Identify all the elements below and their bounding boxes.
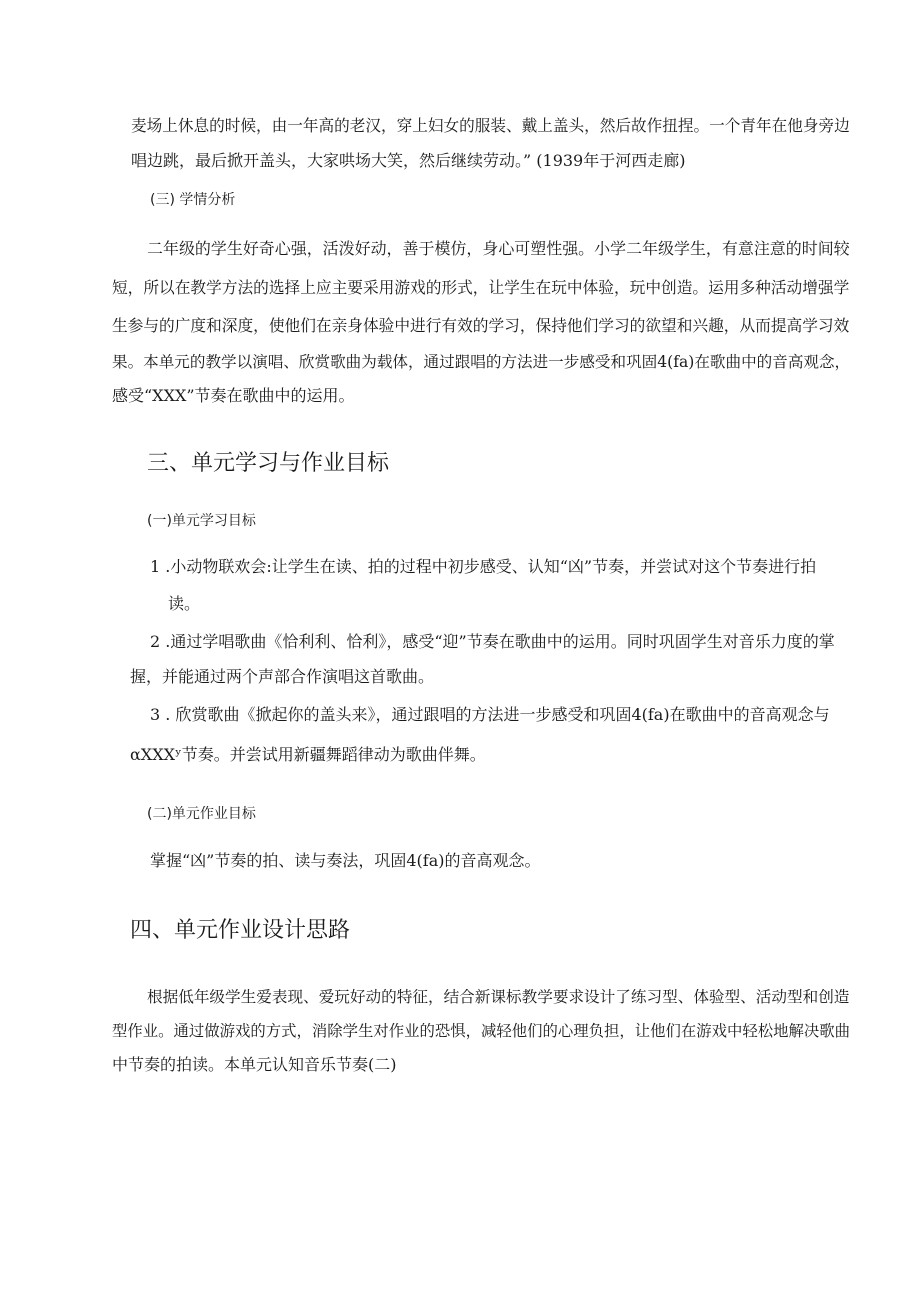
goal-item-2-cont: 握，并能通过两个声部合作演唱这首歌曲。 bbox=[130, 667, 435, 686]
analysis-line-1: 二年级的学生好奇心强，活泼好动，善于模仿，身心可塑性强。小学二年级学生，有意注意的时间较 bbox=[147, 239, 850, 258]
section4-heading: 四、单元作业设计思路 bbox=[130, 918, 351, 943]
learning-goals-subheading: (一)单元学习目标 bbox=[147, 513, 256, 529]
intro-line-1: 麦场上休息的时候，由一年高的老汉，穿上妇女的服装、戴上盖头，然后故作扭捏。一个青年在他身旁边 bbox=[131, 116, 850, 135]
learning-analysis-heading: (三) 学情分析 bbox=[150, 192, 236, 208]
design-line-1: 根据低年级学生爱表现、爱玩好动的特征，结合新课标教学要求设计了练习型、体验型、活动型和创造 bbox=[147, 988, 850, 1006]
analysis-line-3: 生参与的广度和深度，使他们在亲身体验中进行有效的学习，保持他们学习的欲望和兴趣，从而提高学习效 bbox=[112, 316, 850, 335]
homework-goals-subheading: (二)单元作业目标 bbox=[147, 806, 256, 822]
goal-item-1: 1 .小动物联欢会:让学生在读、拍的过程中初步感受、认知“凶”节奏，并尝试对这个节奏进行拍 bbox=[150, 557, 817, 576]
goal-item-1-cont: 读。 bbox=[168, 594, 201, 613]
section3-heading: 三、单元学习与作业目标 bbox=[147, 451, 390, 476]
goal-item-3-cont: αXXXʸ节奏。并尝试用新疆舞蹈律动为歌曲伴舞。 bbox=[130, 745, 486, 764]
homework-goal-text: 掌握“凶”节奏的拍、读与奏法，巩固4(fa)的音高观念。 bbox=[150, 851, 541, 870]
design-line-2: 型作业。通过做游戏的方式，消除学生对作业的恐惧，减轻他们的心理负担，让他们在游戏中轻松地解决歌曲 bbox=[112, 1022, 850, 1040]
design-line-3: 中节奏的拍读。本单元认知音乐节奏(二) bbox=[112, 1055, 397, 1074]
analysis-line-4: 果。本单元的教学以演唱、欣赏歌曲为载体，通过跟唱的方法进一步感受和巩固4(fa)在歌曲中的音高观念， bbox=[112, 353, 851, 371]
intro-line-2: 唱边跳，最后掀开盖头，大家哄场大笑，然后继续劳动。” (1939年于河西走廊) bbox=[131, 151, 686, 170]
goal-item-2: 2 .通过学唱歌曲《恰利利、恰利》，感受“迎”节奏在歌曲中的运用。同时巩固学生对音乐力度的掌 bbox=[150, 632, 835, 651]
analysis-line-2: 短，所以在教学方法的选择上应主要采用游戏的形式，让学生在玩中体验，玩中创造。运用多种活动增强学 bbox=[112, 278, 850, 297]
goal-item-3: 3 . 欣赏歌曲《掀起你的盖头来》，通过跟唱的方法进一步感受和巩固4(fa)在歌曲中的音高观念与 bbox=[150, 705, 830, 724]
analysis-line-5: 感受“XXX”节奏在歌曲中的运用。 bbox=[112, 386, 355, 405]
